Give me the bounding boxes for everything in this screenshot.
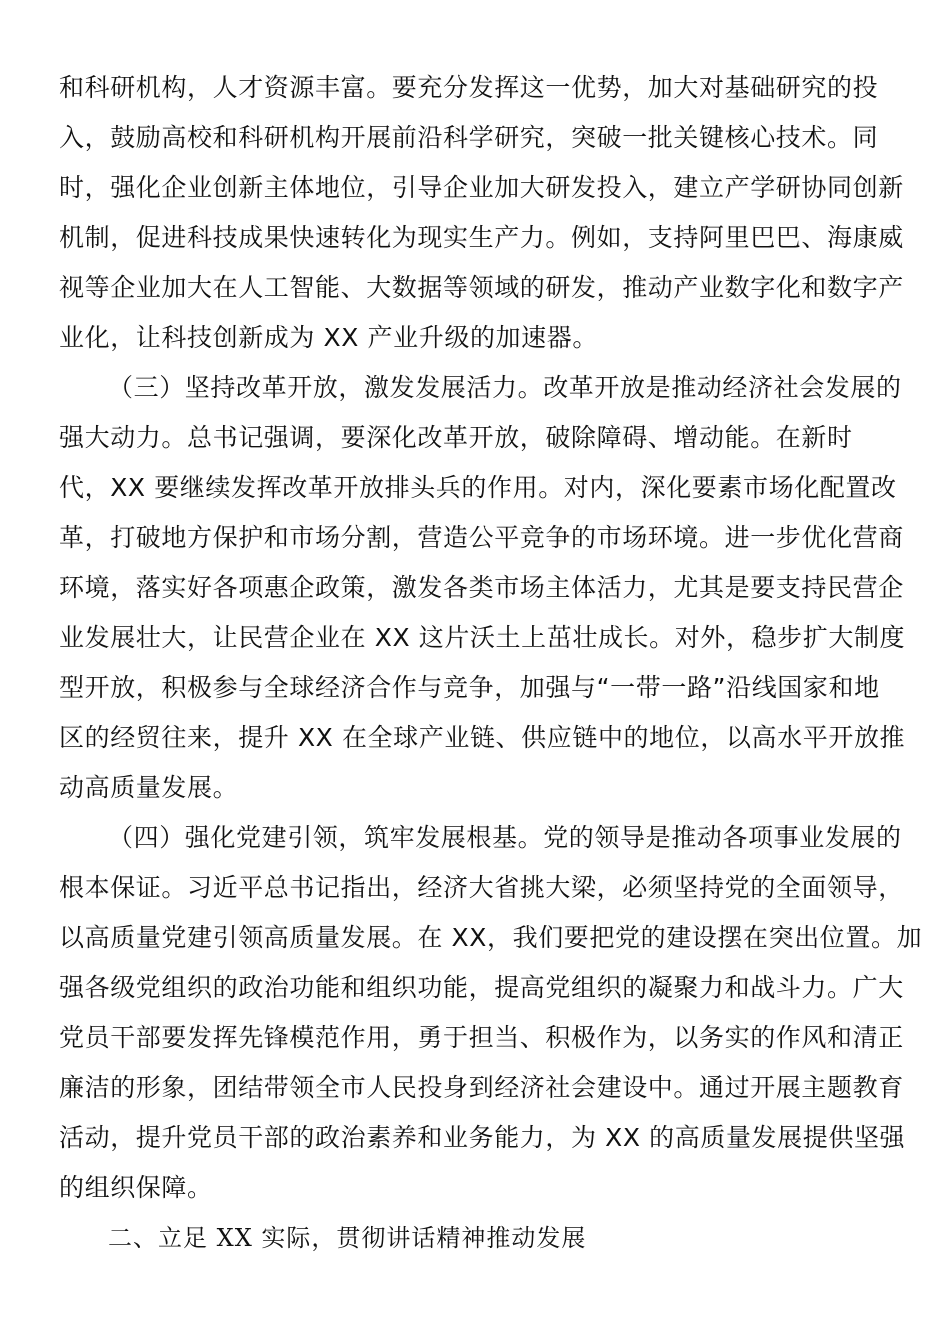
text-line: 党员干部要发挥先锋模范作用，勇于担当、积极作为，以务实的作风和清正 [59,1023,904,1052]
text-line: 环境，落实好各项惠企政策，激发各类市场主体活力，尤其是要支持民营企 [59,573,904,602]
text-line: 根本保证。习近平总书记指出，经济大省挑大梁，必须坚持党的全面领导， [59,873,904,902]
text-line: 入，鼓励高校和科研机构开展前沿科学研究，突破一批关键核心技术。同 [59,123,879,152]
text-line: 活动，提升党员干部的政治素养和业务能力，为 XX 的高质量发展提供坚强 [59,1123,906,1152]
text-line: 型开放，积极参与全球经济合作与竞争，加强与“一带一路”沿线国家和地 [59,673,880,702]
text-line: 业化，让科技创新成为 XX 产业升级的加速器。 [59,323,598,352]
section-heading: 二、立足 XX 实际，贯彻讲话精神推动发展 [108,1224,587,1252]
text-line: 视等企业加大在人工智能、大数据等领域的研发，推动产业数字化和数字产 [59,273,904,302]
text-line: 区的经贸往来，提升 XX 在全球产业链、供应链中的地位，以高水平开放推 [59,723,906,752]
text-line: 以高质量党建引领高质量发展。在 XX，我们要把党的建设摆在突出位置。加 [59,923,923,952]
text-line: 动高质量发展。 [59,773,239,802]
text-line: 廉洁的形象，团结带领全市人民投身到经济社会建设中。通过开展主题教育 [59,1073,904,1102]
text-line: 机制，促进科技成果快速转化为现实生产力。例如，支持阿里巴巴、海康威 [59,223,904,252]
section-paragraph-start: （三）坚持改革开放，激发发展活力。改革开放是推动经济社会发展的 [108,373,902,402]
text-line: 代，XX 要继续发挥改革开放排头兵的作用。对内，深化要素市场化配置改 [59,473,897,502]
text-line: 时，强化企业创新主体地位，引导企业加大研发投入，建立产学研协同创新 [59,173,904,202]
text-line: 的组织保障。 [59,1173,213,1202]
section-paragraph-start: （四）强化党建引领，筑牢发展根基。党的领导是推动各项事业发展的 [108,823,902,852]
text-line: 革，打破地方保护和市场分割，营造公平竞争的市场环境。进一步优化营商 [59,523,904,552]
text-line: 和科研机构，人才资源丰富。要充分发挥这一优势，加大对基础研究的投 [59,73,879,102]
text-line: 业发展壮大，让民营企业在 XX 这片沃土上茁壮成长。对外，稳步扩大制度 [59,623,906,652]
text-line: 强大动力。总书记强调，要深化改革开放，破除障碍、增动能。在新时 [59,423,853,452]
text-line: 强各级党组织的政治功能和组织功能，提高党组织的凝聚力和战斗力。广大 [59,973,904,1002]
